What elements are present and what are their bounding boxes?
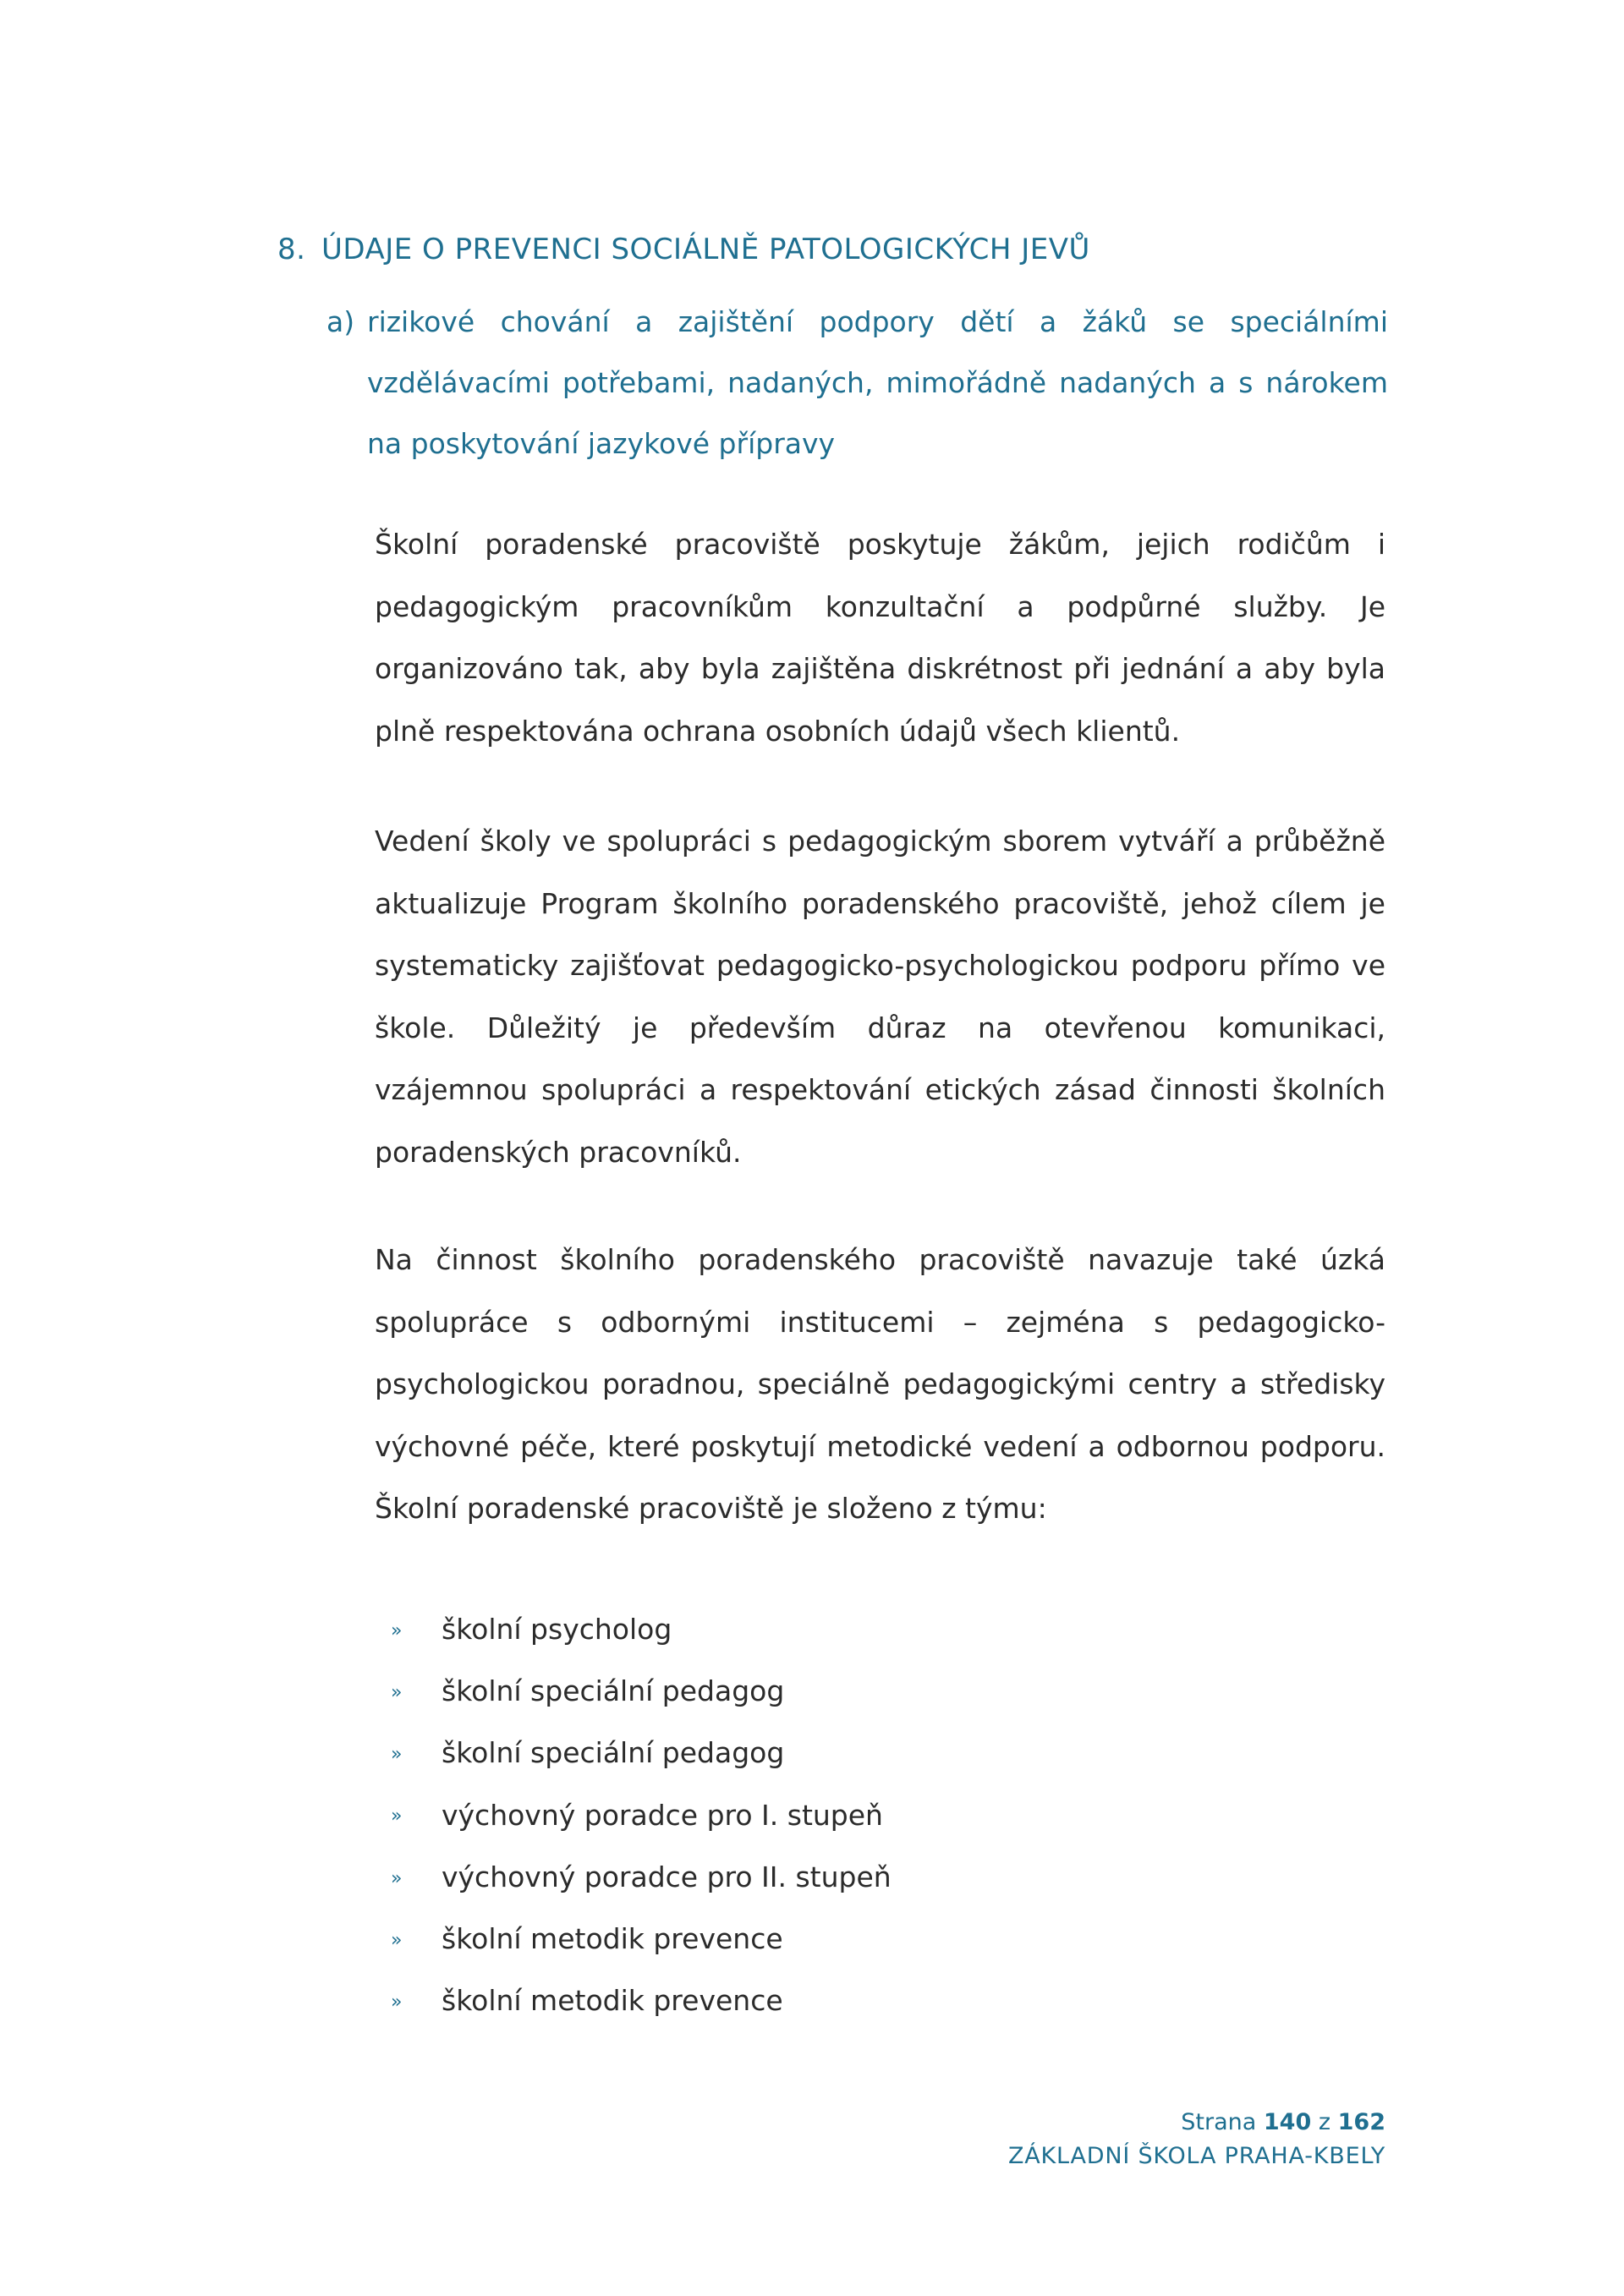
list-item [391, 1846, 892, 1908]
list-item [391, 1908, 892, 1970]
list-item [391, 1660, 892, 1722]
list-item [391, 1722, 892, 1784]
list-item-label: školní speciální pedagog [442, 1674, 785, 1708]
list-item-label: výchovný poradce pro I. stupeň [442, 1798, 883, 1832]
page-prefix: Strana [1181, 2109, 1257, 2135]
list-item-label: výchovný poradce pro II. stupeň [442, 1860, 892, 1893]
page-footer [1008, 2106, 1385, 2173]
subsection-heading [326, 292, 1388, 474]
paragraph-cooperation: Na činnost školního poradenského pracoviště navazuje také úzká spolupráce s odbornými institucemi – zejména s pedagogicko-psychologickou poradnou, speciálně pedagogickými centry a středisky výchovné péče, které poskytují metodické vedení a odbornou podporu. Školní poradenské pracoviště je složeno z týmu: [375, 1243, 1385, 1525]
list-item [391, 1784, 892, 1846]
paragraph-counseling-services: Školní poradenské pracoviště poskytuje žákům, jejich rodičům i pedagogickým pracovníkům konzultační a podpůrné služby. Je organizováno tak, aby byla zajištěna diskrétnost při jednání a aby byla plně respektována ochrana osobních údajů všech klientů. [375, 528, 1385, 748]
bullet-icon: » [391, 1682, 403, 1704]
subsection-title: rizikové chování a zajištění podpory dětí a žáků se speciálními vzdělávacími potřebami, nadaných, mimořádně nadaných a s nárokem na poskytování jazykové přípravy [367, 305, 1388, 460]
bullet-icon: » [391, 1929, 403, 1951]
paragraph-program: Vedení školy ve spolupráci s pedagogickým sborem vytváří a průběžně aktualizuje Program školního poradenského pracoviště, jehož cílem je systematicky zajišťovat pedagogicko-psychologickou podporu přímo ve škole. Důležitý je především důraz na otevřenou komunikaci, vzájemnou spolupráci a respektování etických zásad činnosti školních poradenských pracovníků. [375, 825, 1385, 1169]
subsection-letter: a) [326, 305, 355, 338]
bullet-icon: » [391, 1806, 403, 1827]
list-item [391, 1598, 892, 1660]
page-current: 140 [1263, 2109, 1312, 2135]
page-total: 162 [1337, 2109, 1385, 2135]
page-separator: z [1318, 2109, 1331, 2135]
list-item-label: školní metodik prevence [442, 1921, 783, 1955]
bullet-icon: » [391, 1867, 403, 1889]
bullet-icon: » [391, 1619, 403, 1641]
list-item-label: školní psycholog [442, 1613, 672, 1646]
page-number [1008, 2106, 1385, 2140]
section-heading [277, 233, 1090, 266]
list-item-label: školní speciální pedagog [442, 1736, 785, 1770]
list-item [391, 1970, 892, 2031]
section-number: 8. [277, 233, 306, 266]
team-list [391, 1598, 892, 2031]
list-item-label: školní metodik prevence [442, 1984, 783, 2018]
bullet-icon: » [391, 1744, 403, 1766]
bullet-icon: » [391, 1992, 403, 2014]
section-title: ÚDAJE O PREVENCI SOCIÁLNĚ PATOLOGICKÝCH JEVŮ [321, 233, 1090, 266]
school-name: ZÁKLADNÍ ŠKOLA PRAHA-KBELY [1007, 2143, 1385, 2169]
